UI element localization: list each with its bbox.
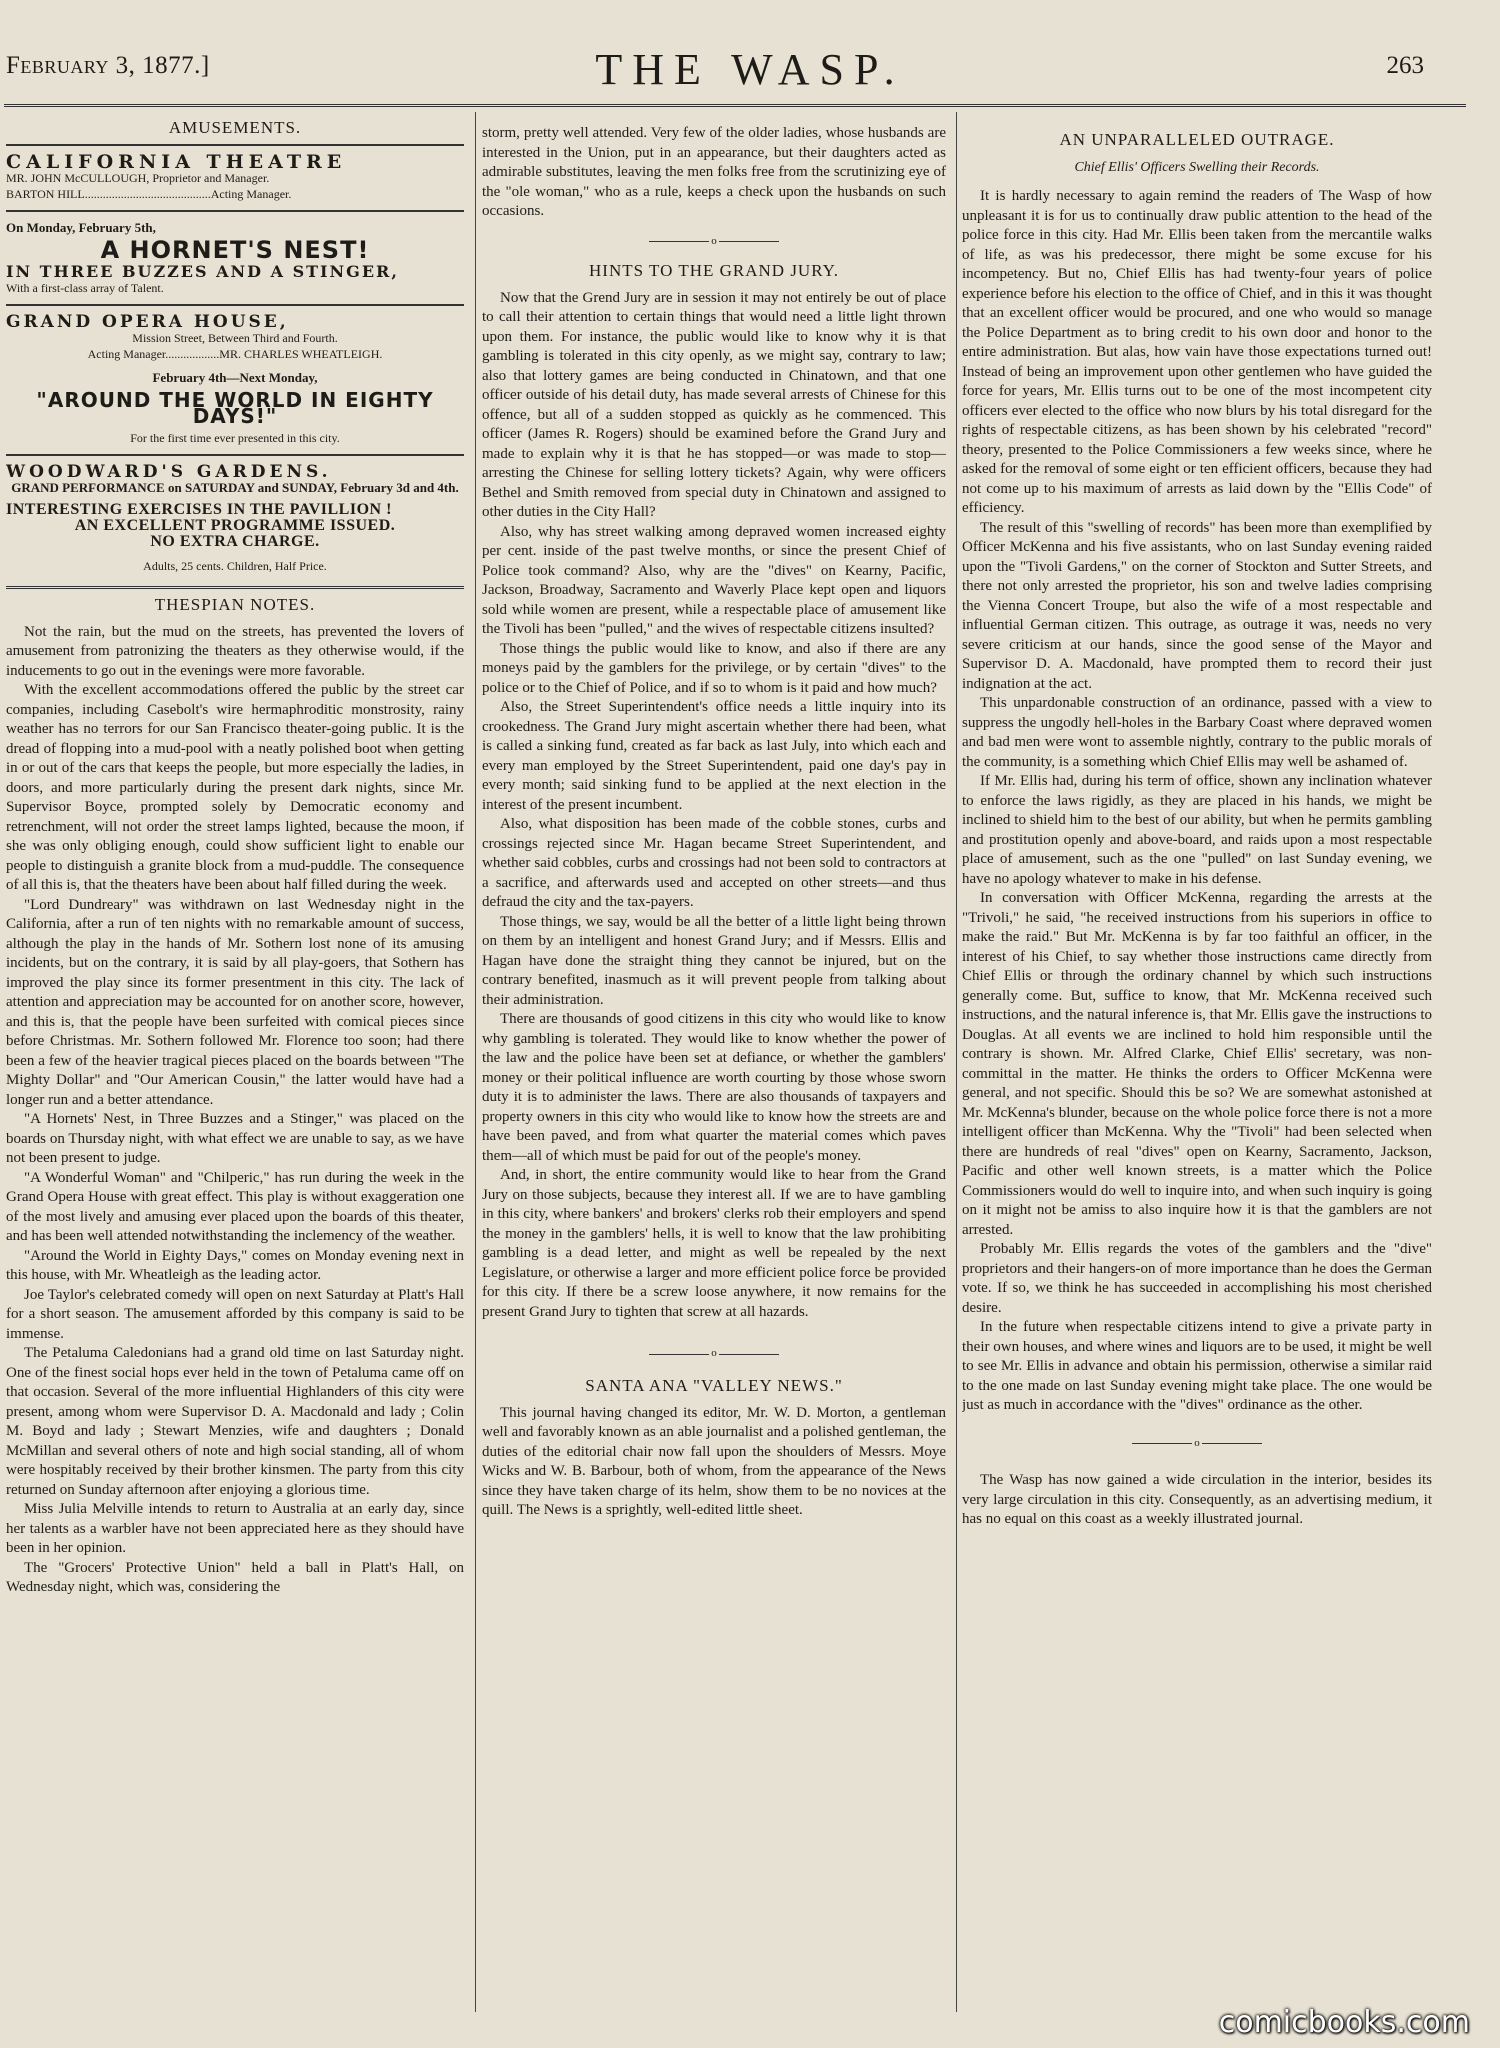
article-paragraph: This journal having changed its editor, Mr. W. D. Morton, a gentleman well and favorably known as an able journalist and a polished gentleman, the duties of the editorial chair now fall upon the shoulders of Messrs. Moye Wicks and W. B. Barbour, both of whom, from the appearance of the News since they have taken charge of its helm, show them to be no novices at the quill. The News is a sprightly, well-edited little sheet. xyxy=(482,1404,946,1519)
article-paragraph: Also, the Street Superintendent's office needs a little inquiry into its crookedness. The Grand Jury might ascertain whether there had been, what is called a sinking fund, created as far back as last July, into which each and every man employed by the Street Superintendent, paid one day's pay in every month; said sinking fund to be applied at the next election in the interest of the present incumbent. xyxy=(482,699,946,813)
article-paragraph: Probably Mr. Ellis regards the votes of the gamblers and the "dive" proprietors and their hangers-on of more importance than he does the German vote. If so, we think he has succeeded in accomplishing his most cherished desire. xyxy=(962,1241,1432,1316)
article-paragraph: If Mr. Ellis had, during his term of office, shown any inclination whatever to enforce the laws rigidly, as they are placed in his hands, we might be inclined to shield him to the best of our ability, but when he permits gambling and prostitution openly and above-board, and raids upon a most respectable place of amusement, such as the one "pulled" on last Sunday evening, we have no apology whatever to make in his defense. xyxy=(962,773,1432,887)
page-number: 263 xyxy=(1386,52,1424,79)
article-paragraph: Now that the Grend Jury are in session it may not entirely be out of place to call their attention to certain things that would need a little light thrown upon them. For instance, the public would like to know why it is that gambling is tolerated in this city openly, as we might say, contrary to law; also that lottery games are being conducted in Chinatown, and that one officer outside of his detail duty, has made several arrests of Chinese for this offence, but all of a sudden stopped as quickly as he commenced. This officer (James R. Rogers) should be examined before the Grand Jury and made to explain why it is that he has stopped—or was made to stop—arresting the Chinese for selling lottery tickets? Again, why were officers Bethel and Smith removed from special duty in Chinatown and assigned to other duties in the City Hall? xyxy=(482,289,946,521)
article-paragraph: Also, what disposition has been made of the cobble stones, curbs and crossings rejected since Mr. Hagan became Street Superintendent, and whether said cobbles, curbs and crossings had not been sold to contractors at a sacrifice, and afterwards used and accepted on other streets—and thus defraud the city and the tax-payers. xyxy=(482,816,946,911)
article-paragraph: The Petaluma Caledonians had a grand old time on last Saturday night. One of the finest social hops ever held in the town of Petaluma came off on that occasion. Several of the more influential Highlanders of this city were present, among whom were Supervisor D. A. Macdonald and lady ; Colin M. Boyd and lady ; Stewart Menzies, wife and daughters ; Donald McMillan and several others of note and high social standing, all of whom were hospitably received by their brother kinsmen. The party from this city returned on Sunday afternoon after enjoying a glorious time. xyxy=(6,1345,464,1498)
newspaper-title: THE WASP. xyxy=(595,45,905,94)
column-divider-1 xyxy=(475,112,476,2012)
article-paragraph: The result of this "swelling of records" has been more than exemplified by Officer McKenna and his five assistants, who on last Sunday evening raided upon the "Tivoli Gardens," on the corner of Stockton and Sutter Streets, and there not only arrested the proprietor, his son and twelve ladies comprising the Vienna Concert Troupe, but also the wife of a most respectable and influential German citizen. This outrage, as outrage it was, needs no very severe criticism at our hands, since the good sense of the Mayor and Supervisor D. A. Macdonald, have prompted them to record their just indignation at the act. xyxy=(962,519,1432,692)
article-paragraph: "A Wonderful Woman" and "Chilperic," has run during the week in the Grand Opera House with great effect. This play is without exaggeration one of the most lively and amusing ever placed upon the boards of this theater, and has been well attended notwithstanding the inclemency of the weather. xyxy=(6,1169,464,1244)
column-2 xyxy=(482,124,946,2012)
article-paragraph: There are thousands of good citizens in this city who would like to know why gambling is tolerated. They would like to know whether the power of the law and the police have been set at defiance, or whether the gamblers' money or their political influence are worth courting by those whose sworn duty it is to administer the laws. There are also thousands of taxpayers and property owners in this city who would like to know how the streets are and have been paved, and from what quarter the material comes which paves them—all of which must be paid for out of the people's money. xyxy=(482,1011,946,1164)
ad-hornets-nest: A HORNET'S NEST! xyxy=(100,236,370,264)
article-paragraph: "A Hornets' Nest, in Three Buzzes and a Stinger," was placed on the boards on Thursday night, with what effect we are unable to say, as we have not been present to judge. xyxy=(6,1111,464,1166)
section-separator: o xyxy=(962,1434,1432,1454)
section-separator: o xyxy=(482,232,946,252)
article-paragraph: storm, pretty well attended. Very few of the older ladies, whose husbands are interested in the Union, put in an appearance, but their daughters acted as admirable substitutes, leaving the men folks free from the scrutinizing eye of the "ole woman," who as a rule, keeps a check upon the husbands on such occasions. xyxy=(482,125,946,219)
ad-line: NO EXTRA CHARGE. xyxy=(150,533,320,550)
outrage-subheading: Chief Ellis' Officers Swelling their Records. xyxy=(1074,159,1320,175)
ad-line: INTERESTING EXERCISES IN THE PAVILLION ! xyxy=(6,501,392,518)
article-paragraph: The "Grocers' Protective Union" held a ball in Platt's Hall, on Wednesday night, which was, considering the xyxy=(6,1559,464,1595)
ad-line: With a first-class array of Talent. xyxy=(6,281,164,295)
column-3 xyxy=(962,124,1432,2012)
article-paragraph: Joe Taylor's celebrated comedy will open on next Saturday at Platt's Hall for a short season. The amusement afforded by this company is said to be immense. xyxy=(6,1286,464,1342)
ad-line: February 4th—Next Monday, xyxy=(152,370,318,385)
ad-line: GRAND PERFORMANCE on SATURDAY and SUNDAY, February 3d and 4th. xyxy=(11,480,459,495)
article-paragraph: And, in short, the entire community would like to hear from the Grand Jury on those subjects, because they interest all. If we are to have gambling in this city, where bankers' and brokers' clerks rob their employers and spend the money in the gamblers' hells, it is well to know that the law prohibiting gambling is a dead letter, and might as well be repealed by the next Legislature, or otherwise a larger and more efficient police force be provided for this city. If there be a screw loose anywhere, it now remains for the present Grand Jury to tighten that screw at all hazards. xyxy=(482,1167,946,1320)
article-paragraph: In conversation with Officer McKenna, regarding the arrests at the "Trivoli," he said, "he received instructions from his superiors in office to make the raid." But Mr. McKenna is by far too faithful an officer, in the interest of his Chief, to say whether those instructions came directly from Chief Ellis or through the ordinary channel by which such instructions generally come. But, suffice to know, that Mr. McKenna received such instructions, and the natural inference is, that Mr. Ellis gave the instructions to Douglas. At all events we are inclined to hold him responsible until the contrary is shown. Mr. Alfred Clarke, Chief Ellis' secretary, was non-committal in the matter. He thinks the orders to Officer McKenna were general, and not specific. Should this be so? We are somewhat astonished at Mr. McKenna's blunder, because on the whole police force there is not a more intelligent officer than McKenna. Why the "Tivoli" had been selected when there are hundreds of real "dives" open on Kearny, Sacramento, Jackson, Pacific and other well known streets, is a matter which the Police Commissioners would do well to inquire into, and when such inquiry is going on it might not be amiss to also inquire how it is that the gamblers are not arrested. xyxy=(962,890,1432,1238)
article-paragraph: Not the rain, but the mud on the streets, has prevented the lovers of amusement from patronizing the theaters as they otherwise would, if the inducements to go out in the evenings were more favorable. xyxy=(6,623,464,679)
ad-grand-opera-house-name: GRAND OPERA HOUSE, xyxy=(6,312,289,332)
ad-woodwards-gardens-name: WOODWARD'S GARDENS. xyxy=(6,462,332,482)
ad-around-the-world: "AROUND THE WORLD IN EIGHTY DAYS!" xyxy=(36,388,434,428)
article-paragraph: In the future when respectable citizens intend to give a private party in their own houses, and where wines and liquors are to be used, it might be well to see Mr. Ellis in advance and obtain his permission, otherwise a similar raid to the one made on last Sunday evening might take place. The one would be just as much in accordance with the "dives" ordinance as the other. xyxy=(962,1319,1432,1413)
section-rule xyxy=(6,586,464,589)
column-1 xyxy=(6,114,464,2012)
article-paragraph: Also, why has street walking among depraved women increased eighty per cent. inside of the past twelve months, or since the present Chief of Police took command? Also, why are the "dives" on Kearny, Pacific, Jackson, Broadway, Sacramento and Waverly Place kept open and liquors sold while women are present, while a respectable place of amusement like the Tivoli has been "pulled," and the wives of respectable citizens insulted? xyxy=(482,523,946,638)
issue-date: February 3, 1877.] xyxy=(6,52,210,79)
section-separator: o xyxy=(482,1344,946,1364)
thespian-notes-heading: THESPIAN NOTES. xyxy=(154,595,316,614)
article-paragraph: "Lord Dundreary" was withdrawn on last Wednesday night in the California, after a run of ten nights with no remarkable amount of success, although the play in the hands of Mr. Sothern lost none of its amusing incidents, but on the contrary, it is said by all play-goers, that Sothern has improved the play since its former presentment in this city. The lack of attention and appreciation may be accounted for on another score, however, and this is, that the people have been surfeited with comical pieces since before Christmas. Mr. Sothern followed Mr. Florence too soon; had there been a few of the heavier tragical pieces placed on the boards between "The Mighty Dollar" and "Our American Cousin," the latter would have had a longer run and a better attendance. xyxy=(6,896,464,1108)
ad-line: Acting Manager..................MR. CHARLES WHEATLEIGH. xyxy=(87,347,383,361)
ad-line: BARTON HILL..........................................Acting Manager. xyxy=(6,187,292,201)
ad-line: IN THREE BUZZES AND A STINGER, xyxy=(6,262,399,281)
article-paragraph: It is hardly necessary to again remind the readers of The Wasp of how unpleasant it is for us to continually draw public attention to the head of the police force in this city. Had Mr. Ellis been taken from the mercantile walks of life, as was his predecessor, there might be some excuse for his incompetency. But no, Chief Ellis has had twenty-four years of police experience before his election to the office of Chief, and in this it was thought that an excellent officer would be procured, and one who would so manage the Police Department as to bring credit to his own door and honor to the entire administration. But alas, how vain have those expectations turned out! Instead of being an improvement upon other gentlemen who have guided the force for years, Mr. Ellis turns out to be one of the most incompetent city officers ever elected to the office who now blurs by his total disregard for the rights of respectable citizens, as has been shown by his celebrated "record" theory, presented to the Police Commissioners a few weeks since, where he asked for the removal of some eight or ten efficient officers, because they had not come up to his maximum of arrests as laid down by the "Ellis Code" of efficiency. xyxy=(962,188,1432,516)
article-paragraph: This unpardonable construction of an ordinance, passed with a view to suppress the ungodly hell-holes in the Barbary Coast where depraved women and bad men were wont to assemble nightly, contrary to the public morals of the community, is a something which Chief Ellis may well be ashamed of. xyxy=(962,695,1432,770)
column-divider-2 xyxy=(956,112,957,2012)
article-paragraph: The Wasp has now gained a wide circulation in the interior, besides its very large circulation in this city. Consequently, as an advertising medium, it has no equal on this coast as a weekly illustrated journal. xyxy=(962,1472,1432,1528)
article-paragraph: With the excellent accommodations offered the public by the street car companies, including Casebolt's wire hermaphroditic monstrosity, rainy weather has no terrors for our San Francisco theater-going public. It is the dread of flopping into a mud-pool with a neatly polished boot when getting in or out of the cars that keeps the people, but more especially the ladies, in doors, and more particularly during the present dark nights, since Mr. Supervisor Boyce, prompted solely by Democratic economy and retrenchment, will not order the street lamps lighted, because the moon, if she was only obliging enough, could show sufficient light to enable our people to distinguish a granite block from a mud-puddle. The consequence of all this is, that the theaters have been about half filled during the week. xyxy=(6,682,464,893)
amusements-section xyxy=(6,120,464,574)
santa-ana-heading: SANTA ANA "VALLEY NEWS." xyxy=(585,1376,843,1396)
article-paragraph: "Around the World in Eighty Days," comes on Monday evening next in this house, with Mr. Wheatleigh as the leading actor. xyxy=(6,1247,464,1283)
masthead xyxy=(0,44,1500,94)
ad-california-theatre-name: CALIFORNIA THEATRE xyxy=(6,151,347,173)
ad-line: AN EXCELLENT PROGRAMME ISSUED. xyxy=(74,517,396,534)
ad-line: MR. JOHN McCULLOUGH, Proprietor and Manager. xyxy=(6,171,270,185)
masthead-rule xyxy=(4,104,1466,107)
watermark-text: comicbooks.com xyxy=(1218,2005,1470,2040)
ad-line: Mission Street, Between Third and Fourth. xyxy=(132,331,338,345)
article-paragraph: Miss Julia Melville intends to return to Australia at an early day, since her talents as a warbler have not been appreciated here as they should have been in her opinion. xyxy=(6,1501,464,1556)
ad-line: Adults, 25 cents. Children, Half Price. xyxy=(143,559,327,573)
ad-line: For the first time ever presented in this city. xyxy=(130,431,340,445)
ad-line: On Monday, February 5th, xyxy=(6,220,156,235)
article-paragraph: Those things, we say, would be all the better of a little light being thrown on them by an intelligent and honest Grand Jury; and if Messrs. Ellis and Hagan have done the straight thing they cannot be injured, but on the contrary benefited, inasmuch as it will prevent people from talking about their administration. xyxy=(482,913,946,1008)
grand-jury-heading: HINTS TO THE GRAND JURY. xyxy=(589,261,839,281)
amusements-heading: AMUSEMENTS. xyxy=(168,118,302,137)
article-paragraph: Those things the public would like to know, and also if there are any moneys paid by the gamblers for the privilege, or by certain "dives" to the police or to the Chief of Police, and if so to whom is it paid and how much? xyxy=(482,640,946,696)
outrage-heading: AN UNPARALLELED OUTRAGE. xyxy=(1059,130,1335,149)
